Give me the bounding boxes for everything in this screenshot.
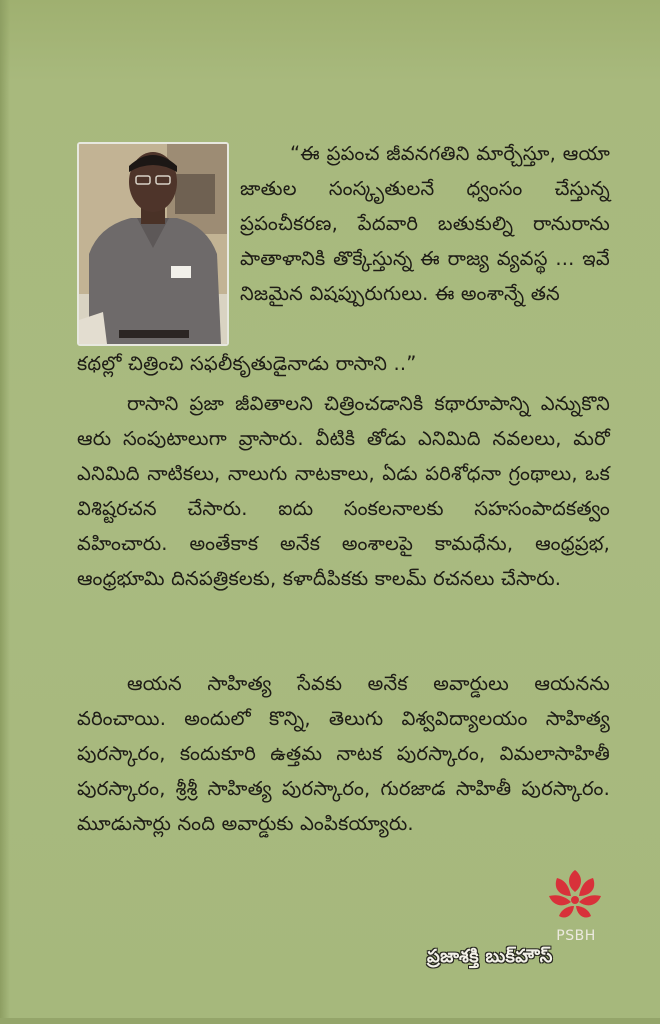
- cover-spine-shadow: [0, 0, 10, 1024]
- quote-text: “ఈ ప్రపంచ జీవనగతిని మార్చేస్తూ, ఆయా జాతుల సంస్కృతులనే ధ్వంసం చేస్తున్న ప్రపంచీకరణ, పేదవారి బతుకుల్ని రానురాను పాతాళానికి తొక్కేస్తున్న ఈ రాజ్య వ్యవస్థ ... ఇవే నిజమైన విషప్పురుగులు. ఈ అంశాన్నే తన: [240, 142, 610, 305]
- quote-closing-line: కథల్లో చిత్రించి సఫలీకృతుడైనాడు రాసాని ..”: [77, 352, 417, 375]
- flower-logo-icon: [541, 862, 609, 928]
- paragraph-works: రాసాని ప్రజా జీవితాలని చిత్రించడానికి కథారూపాన్ని ఎన్నుకొని ఆరు సంపుటాలుగా వ్రాసారు. వీటికి తోడు ఎనిమిది నవలలు, మరో ఎనిమిది నాటికలు, నాలుగు నాటకాలు, ఏడు పరిశోధనా గ్రంథాలు, ఒక విశిష్టరచన చేసారు. ఐదు సంకలనాలకు సహసంపాదకత్వం వహించారు. అంతేకాక అనేక అంశాలపై కామధేను, ఆంధ్రప్రభ, ఆంధ్రభూమి దినపత్రికలకు, కళాదీపికకు కాలమ్ రచనలు చేసారు.: [77, 392, 610, 590]
- publisher-logo-text: PSBH: [556, 928, 596, 944]
- publisher-name: ప్రజాశక్తి బుక్‌హౌస్: [427, 946, 553, 967]
- author-photo: [77, 142, 229, 346]
- cover-bottom-edge: [0, 1018, 660, 1024]
- paragraph-awards: ఆయన సాహిత్య సేవకు అనేక అవార్డులు ఆయనను వరించాయి. అందులో కొన్ని, తెలుగు విశ్వవిద్యాలయం సాహిత్య పురస్కారం, కందుకూరి ఉత్తమ నాటక పురస్కారం, విమలాసాహితీ పురస్కారం, శ్రీశ్రీ సాహిత్య పురస్కారం, గురజాడ సాహితీ పురస్కారం. మూడుసార్లు నంది అవార్డుకు ఎంపికయ్యారు.: [77, 672, 610, 835]
- author-portrait-image: [79, 144, 227, 344]
